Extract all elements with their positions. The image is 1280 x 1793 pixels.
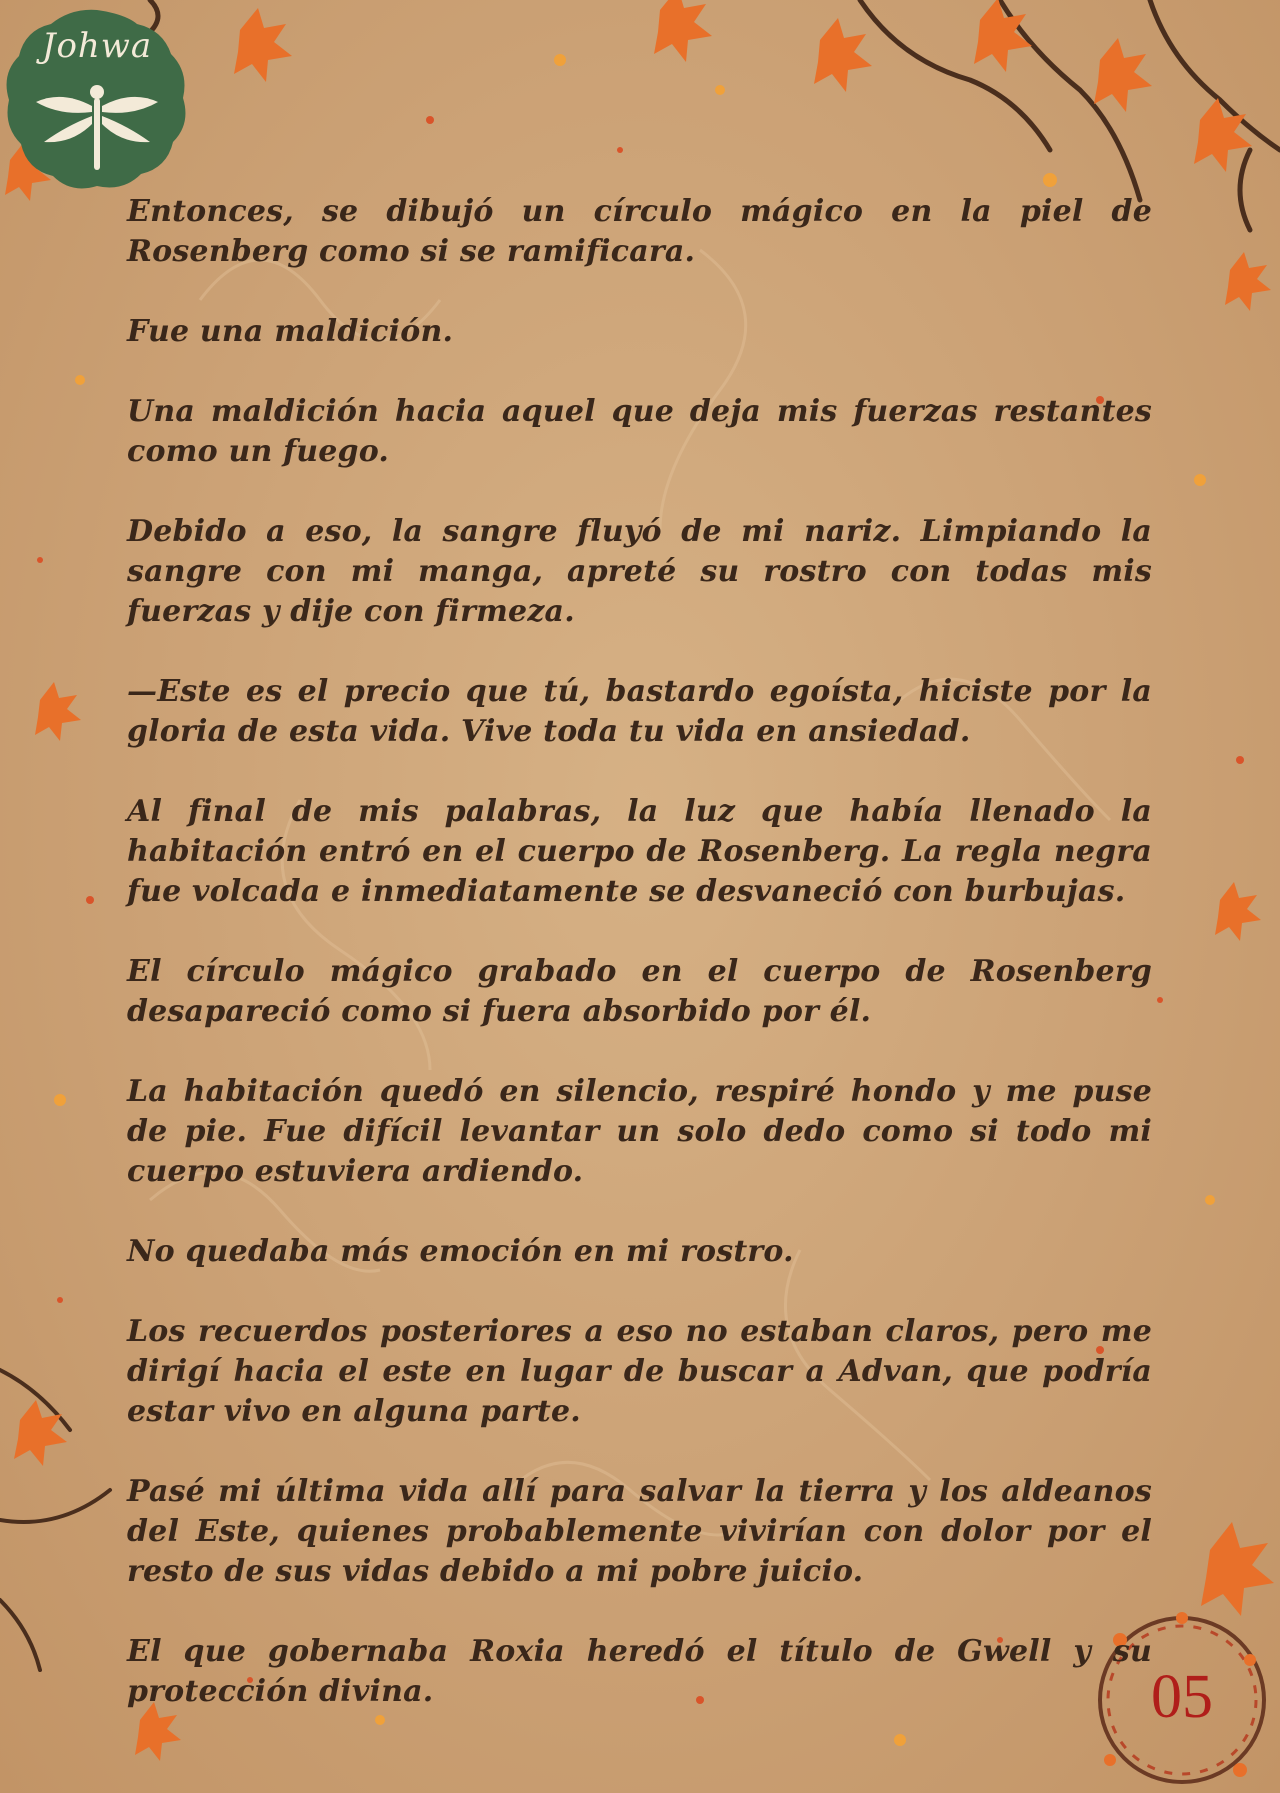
paragraph: Una maldición hacia aquel que deja mis fuerzas restantes como un fuego. xyxy=(127,394,1152,469)
paragraph: Entonces, se dibujó un círculo mágico en la piel de Rosenberg como si se ramificara. xyxy=(127,194,1152,269)
page-number: 05 xyxy=(1151,1663,1213,1731)
paragraph: Pasé mi última vida allí para salvar la tierra y los aldeanos del Este, quienes probablemente vivirían con dolor por el resto de sus vidas debido a mi pobre juicio. xyxy=(127,1474,1152,1589)
paragraph: El que gobernaba Roxia heredó el título de Gwell y su protección divina. xyxy=(127,1634,1152,1709)
paragraph: No quedaba más emoción en mi rostro. xyxy=(127,1234,794,1269)
paragraph: Al final de mis palabras, la luz que había llenado la habitación entró en el cuerpo de Rosenberg. La regla negra fue volcada e inmediatamente se desvaneció con burbujas. xyxy=(127,794,1152,909)
paragraph: Fue una maldición. xyxy=(127,314,454,349)
paragraph: El círculo mágico grabado en el cuerpo de Rosenberg desapareció como si fuera absorbido por él. xyxy=(127,954,1152,1029)
johwa-logo-badge xyxy=(2,4,192,194)
story-text xyxy=(127,192,1152,1752)
dragonfly-icon xyxy=(32,74,162,174)
paragraph: —Este es el precio que tú, bastardo egoísta, hiciste por la gloria de esta vida. Vive toda tu vida en ansiedad. xyxy=(127,674,1152,749)
logo-text: Johwa xyxy=(41,26,153,66)
paragraph: Los recuerdos posteriores a eso no estaban claros, pero me dirigí hacia el este en lugar de buscar a Advan, que podría estar vivo en alguna parte. xyxy=(127,1314,1152,1429)
paragraph: La habitación quedó en silencio, respiré hondo y me puse de pie. Fue difícil levantar un solo dedo como si todo mi cuerpo estuviera ardiendo. xyxy=(127,1074,1152,1189)
paragraph: Debido a eso, la sangre fluyó de mi nariz. Limpiando la sangre con mi manga, apreté su rostro con todas mis fuerzas y dije con firmeza. xyxy=(127,514,1152,629)
